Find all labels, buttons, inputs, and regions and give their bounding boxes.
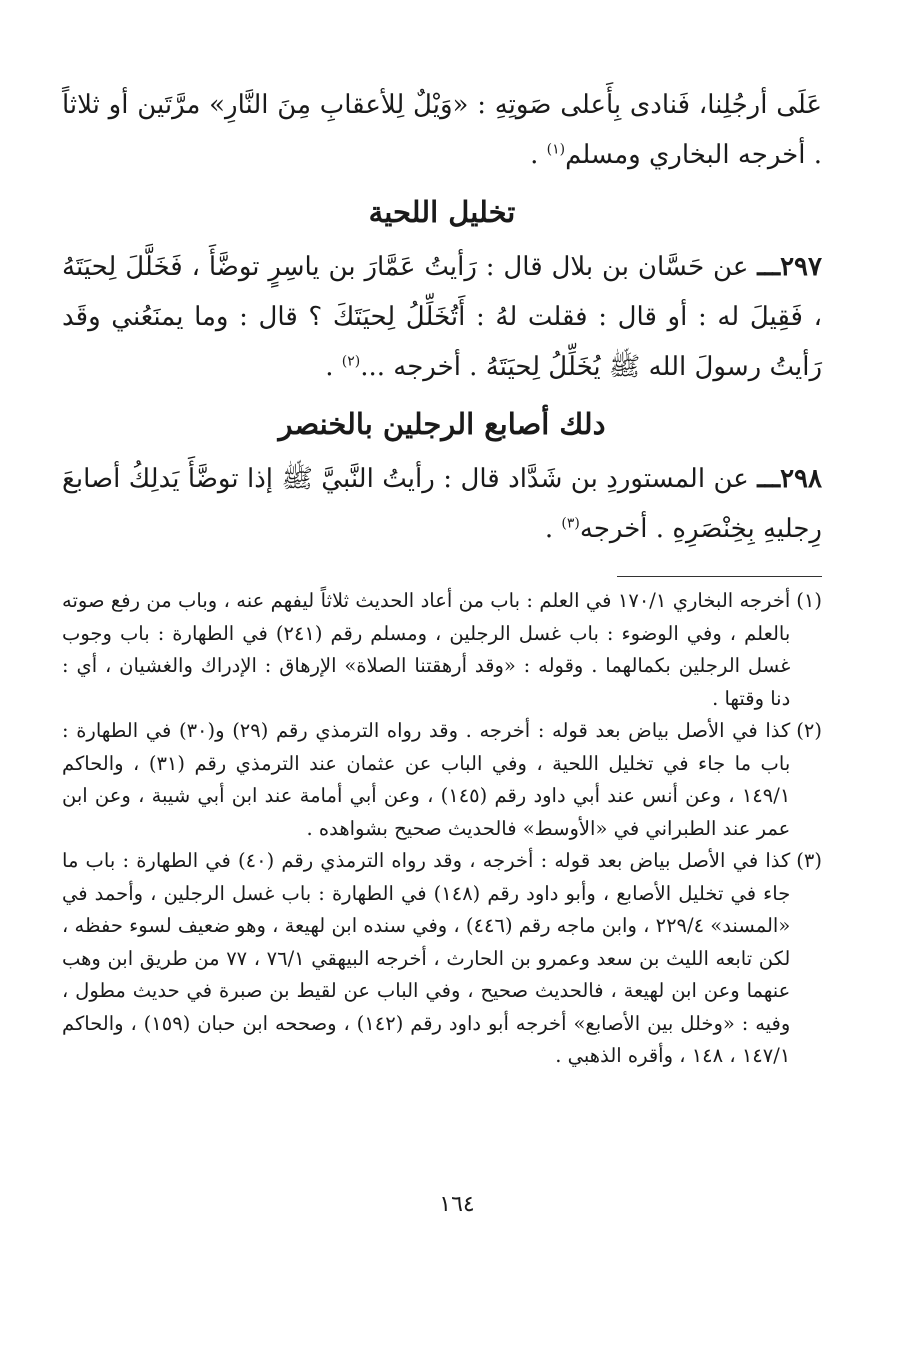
paragraph-continuation bbox=[62, 80, 822, 180]
footnote-mark: (٢) bbox=[796, 719, 822, 742]
hadith-end: . bbox=[544, 514, 562, 544]
hadith-298 bbox=[62, 454, 822, 554]
section-heading-beard: تخليل اللحية bbox=[368, 195, 516, 229]
hadith-297 bbox=[62, 242, 822, 392]
page-number: ١٦٤ bbox=[439, 1192, 475, 1217]
footnote-3 bbox=[62, 845, 822, 1073]
footnotes bbox=[62, 585, 822, 1073]
footnote-divider bbox=[617, 576, 822, 577]
footnote-1 bbox=[62, 585, 822, 715]
footnote-text: أخرجه البخاري ١٧٠/١ في العلم : باب من أعاد الحديث ثلاثاً ليفهم عنه ، وباب من رفع صوته بالعلم ، وفي الوضوء : باب غسل الرجلين ، ومسلم رقم (٢٤١) في الطهارة : باب وجوب غسل الرجلين بكمالهما . وقوله : «وقد أرهقتنا الصلاة» الإرهاق : الإدراك والغشيان ، أي : دنا وقتها . bbox=[62, 589, 791, 710]
footnote-text: كذا في الأصل بياض بعد قوله : أخرجه ، وقد رواه الترمذي رقم (٤٠) في الطهارة : باب ما جاء في تخليل الأصابع ، وأبو داود رقم (١٤٨) في الطهارة : باب غسل الرجلين ، وأحمد في «المسند» ٢٢٩/٤ ، وابن ماجه رقم (٤٤٦) ، وفي سنده ابن لهيعة ، وهو ضعيف لسوء حفظه ، لكن تابعه الليث بن سعد وعمرو بن الحارث ، أخرجه البيهقي ٧٦/١ ، ٧٧ من طريق ابن وهب عنهما وعن ابن لهيعة ، فالحديث صحيح ، وفي الباب عن لقيط بن صبرة في حديث مطول ، وفيه : «وخلل بين الأصابع» أخرجه أبو داود رقم (١٤٢) ، وصححه ابن حبان (١٥٩) ، والحاكم ١٤٧/١ ، ١٤٨ ، وأقره الذهبي . bbox=[62, 849, 791, 1067]
footnote-ref: (٣) bbox=[561, 515, 580, 532]
footnote-mark: (٣) bbox=[796, 849, 822, 872]
page-body bbox=[62, 80, 822, 1073]
paragraph-end: . bbox=[530, 140, 547, 170]
footnote-2 bbox=[62, 715, 822, 845]
paragraph-text: عَلَى أرجُلِنا، فَنادى بِأَعلى صَوتِهِ : «وَيْلٌ لِلأعقابِ مِنَ النَّارِ» مرَّتَين أو ثلاثاً . أخرجه البخاري ومسلم bbox=[62, 90, 822, 170]
section-heading-toes: دلك أصابع الرجلين بالخنصر bbox=[278, 407, 606, 441]
hadith-number: ٢٩٧ـــ bbox=[757, 252, 822, 282]
footnote-ref: (١) bbox=[546, 141, 566, 158]
hadith-end: . bbox=[325, 352, 342, 382]
hadith-text: عن المستوردِ بن شَدَّاد قال : رأيتُ النَّبيَّ ﷺ إذا توضَّأَ يَدلِكُ أصابعَ رِجليهِ بِخِنْصَرِهِ . أخرجه bbox=[62, 464, 822, 544]
hadith-number: ٢٩٨ـــ bbox=[757, 464, 822, 494]
footnote-text: كذا في الأصل بياض بعد قوله : أخرجه . وقد رواه الترمذي رقم (٢٩) و(٣٠) في الطهارة : باب ما جاء في تخليل اللحية ، وفي الباب عن عثمان عند الترمذي رقم (٣١) ، والحاكم ١٤٩/١ ، وعن أنس عند أبي داود رقم (١٤٥) ، وعن أبي أمامة عند ابن أبي شيبة ، وعن ابن عمر عند الطبراني في «الأوسط» فالحديث صحيح بشواهده . bbox=[62, 719, 791, 840]
footnote-mark: (١) bbox=[796, 589, 822, 612]
footnote-ref: (٢) bbox=[341, 353, 361, 370]
hadith-text: عن حَسَّان بن بلال قال : رَأيتُ عَمَّارَ بن ياسِرٍ توضَّأَ ، فَخَلَّلَ لِحيَتَهُ ، فَقِيلَ له : أو قال : فقلت لهُ : أَتُخَلِّلُ لِحيَتَكَ ؟ قال : وما يمنَعُني وقَد رَأيتُ رسولَ الله ﷺ يُخَلِّلُ لِحيَتَهُ . أخرجه ... bbox=[62, 252, 822, 382]
